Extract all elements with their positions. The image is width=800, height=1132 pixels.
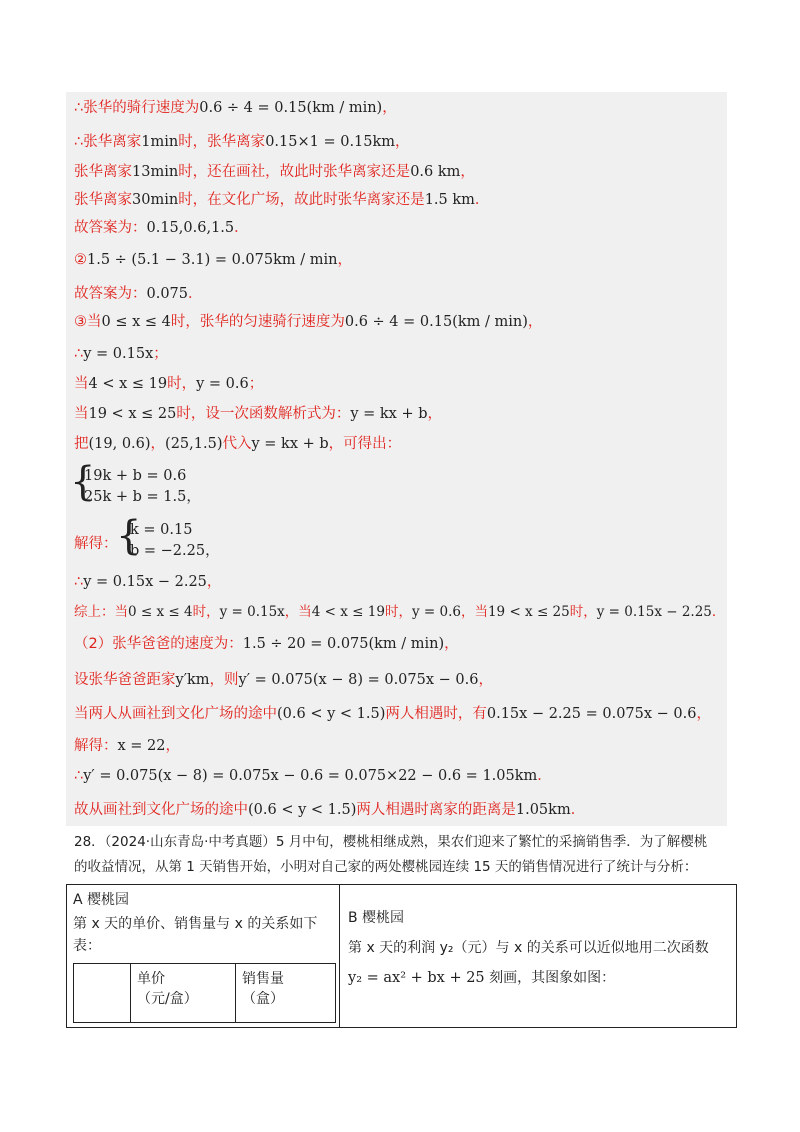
question-line-2: 的收益情况，从第 1 天销售开始，小明对自己家的两处樱桃园连续 15 天的销售情况进行了统计与分析： bbox=[74, 859, 698, 875]
equation-system-1: 19k + b = 0.6 25k + b = 1.5， bbox=[84, 468, 201, 505]
solution-line-5: 故答案为：0.15,0.6,1.5． bbox=[74, 220, 249, 236]
question-line-1: 28．（2024·山东青岛·中考真题）5 月中旬，樱桃相继成熟，果农们迎来了繁忙的采摘销售季．为了解樱桃 bbox=[74, 834, 708, 850]
solution-line-14: ∴y = 0.15x − 2.25， bbox=[74, 574, 222, 590]
system-brace-2: { bbox=[116, 513, 142, 559]
solution-line-13: 解得： bbox=[74, 536, 118, 552]
solution-line-3: 张华离家13min时，还在画社，故此时张华离家还是0.6 km， bbox=[74, 164, 475, 180]
info-table bbox=[66, 884, 737, 1028]
solution-line-7: 故答案为：0.075． bbox=[74, 286, 203, 302]
solution-line-2: ∴张华离家1min时，张华离家0.15×1 = 0.15km， bbox=[74, 134, 410, 150]
solution-line-12: 把(19, 0.6)，(25,1.5)代入y = kx + b，可得出： bbox=[74, 436, 402, 452]
orchard-a-cell bbox=[67, 885, 340, 1028]
orchard-b-desc-2: y₂ = ax² + bx + 25 刻画，其图象如图： bbox=[348, 970, 616, 986]
header-price-cell: 单价 （元/盒） bbox=[131, 964, 236, 1023]
system-brace-1: { bbox=[70, 459, 96, 505]
solution-line-16: （2）张华爸爸的速度为：1.5 ÷ 20 = 0.075(km / min)， bbox=[74, 636, 459, 652]
solution-line-1: ∴张华的骑行速度为0.6 ÷ 4 = 0.15(km / min)， bbox=[74, 100, 397, 116]
solution-line-8: ③当0 ≤ x ≤ 4时，张华的匀速骑行速度为0.6 ÷ 4 = 0.15(km / min)， bbox=[74, 314, 543, 330]
header-blank-cell bbox=[74, 964, 131, 1023]
solution-line-17: 设张华爸爸距家y′km，则y′ = 0.075(x − 8) = 0.075x − 0.6， bbox=[74, 672, 493, 688]
orchard-a-table bbox=[73, 963, 336, 1023]
orchard-b-desc-1: 第 x 天的利润 y₂（元）与 x 的关系可以近似地用二次函数 bbox=[348, 940, 709, 956]
solution-line-9: ∴y = 0.15x； bbox=[74, 346, 168, 362]
solution-line-19: 解得：x = 22， bbox=[74, 738, 180, 754]
orchard-b-cell bbox=[340, 885, 737, 1028]
orchard-a-desc-2: 表： bbox=[73, 938, 101, 954]
solution-line-20: ∴y′ = 0.075(x − 8) = 0.075x − 0.6 = 0.075×22 − 0.6 = 1.05km． bbox=[74, 768, 552, 784]
solution-line-11: 当19 < x ≤ 25时，设一次函数解析式为：y = kx + b， bbox=[74, 406, 443, 422]
orchard-b-title: B 樱桃园 bbox=[348, 910, 405, 926]
solution-line-15: 综上：当0 ≤ x ≤ 4时，y = 0.15x，当4 < x ≤ 19时，y = 0.6，当19 < x ≤ 25时，y = 0.15x − 2.25． bbox=[74, 604, 726, 620]
solution-line-6: ②1.5 ÷ (5.1 − 3.1) = 0.075km / min， bbox=[74, 252, 352, 268]
solution-line-4: 张华离家30min时，在文化广场，故此时张华离家还是1.5 km． bbox=[74, 192, 490, 208]
header-sales-cell: 销售量 （盒） bbox=[236, 964, 336, 1023]
equation-system-2: k = 0.15 b = −2.25， bbox=[130, 522, 220, 559]
solution-line-21: 故从画社到文化广场的途中(0.6 < y < 1.5)两人相遇时离家的距离是1.05km． bbox=[74, 802, 586, 818]
solution-line-18: 当两人从画社到文化广场的途中(0.6 < y < 1.5)两人相遇时，有0.15x − 2.25 = 0.075x − 0.6， bbox=[74, 706, 711, 722]
orchard-a-desc-1: 第 x 天的单价、销售量与 x 的关系如下 bbox=[73, 916, 318, 932]
solution-line-10: 当4 < x ≤ 19时，y = 0.6； bbox=[74, 376, 264, 392]
orchard-a-title: A 樱桃园 bbox=[73, 892, 130, 908]
